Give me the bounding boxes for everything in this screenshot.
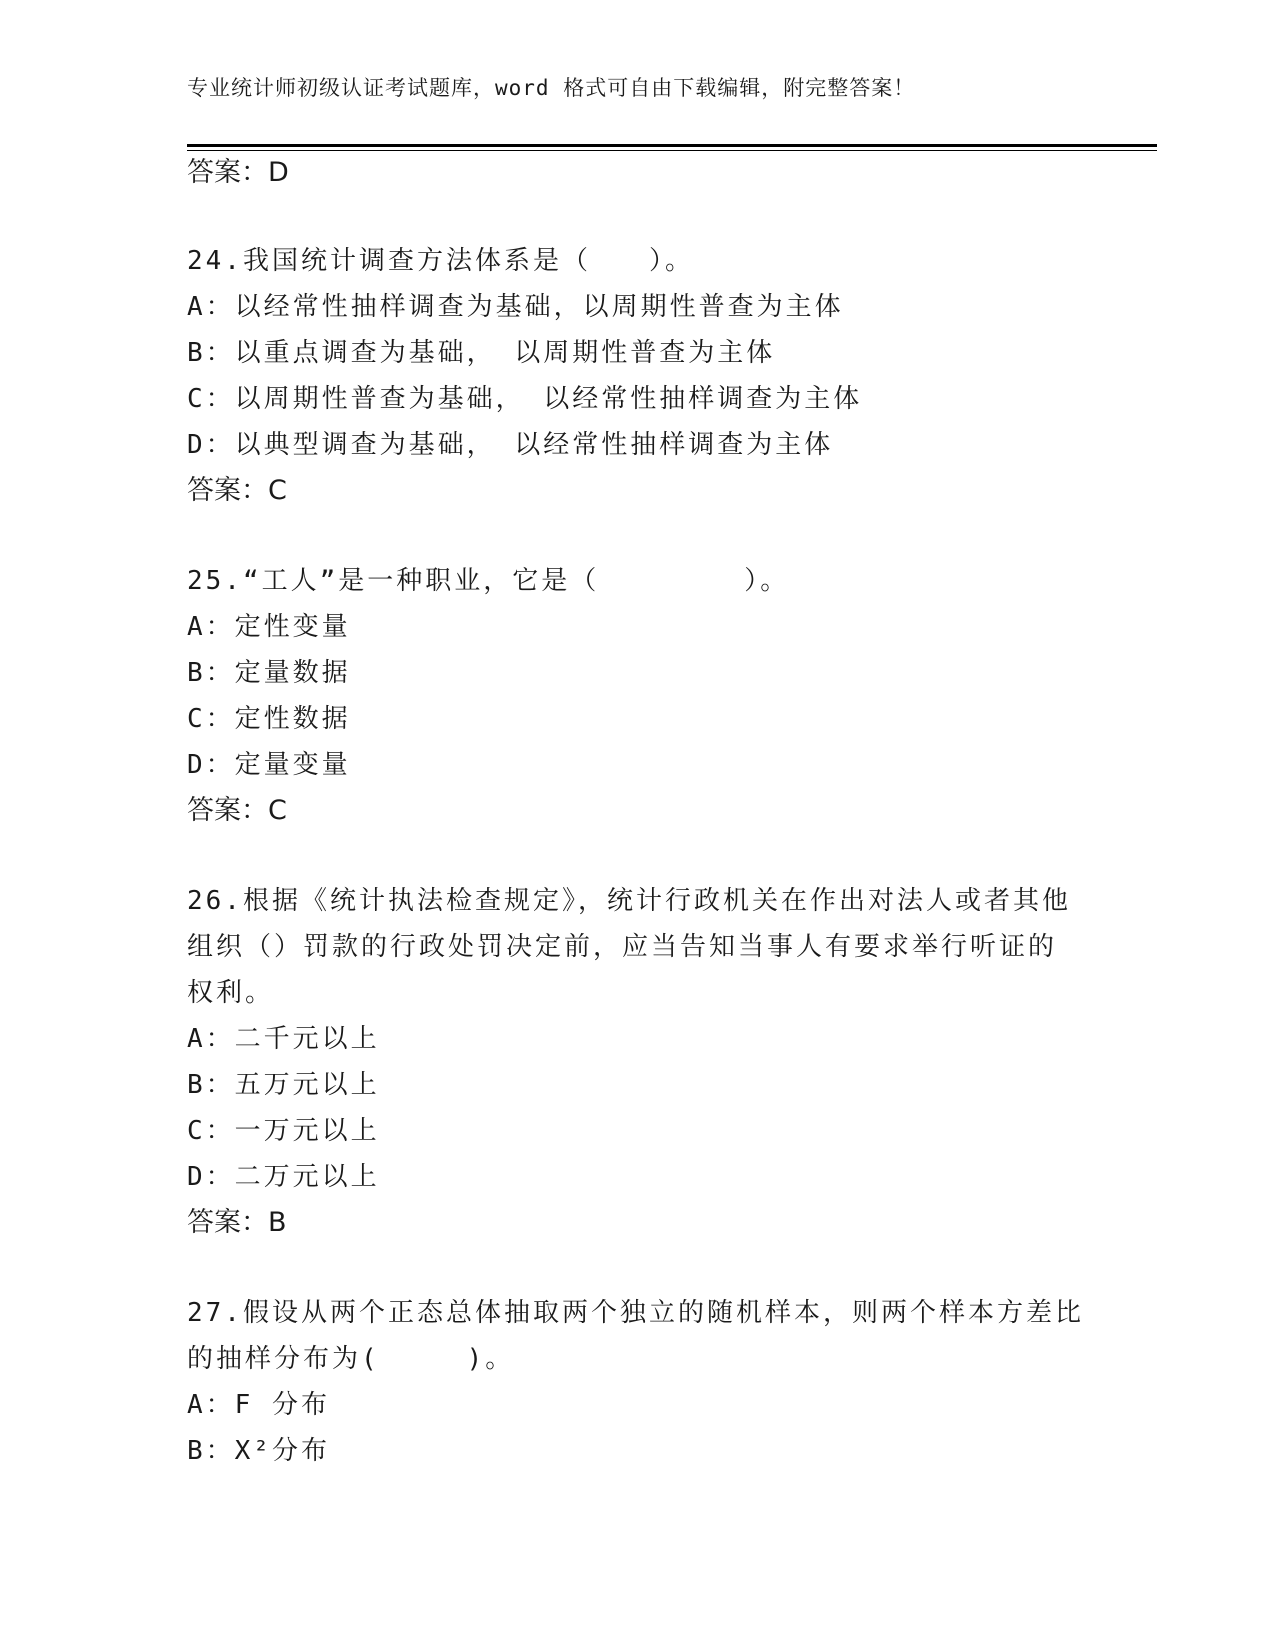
header-rule-thin	[187, 150, 1157, 151]
question-27-text-line-2: 的抽样分布为( )。	[187, 1344, 515, 1374]
question-24	[187, 238, 862, 514]
question-24-option-c: C：以周期性普查为基础， 以经常性抽样调查为主体	[187, 384, 863, 414]
question-27-option-a: A：F 分布	[187, 1390, 330, 1420]
question-25-answer: 答案：C	[187, 795, 287, 826]
question-26	[187, 878, 1071, 1246]
question-26-text-line-1: 26.根据《统计执法检查规定》，统计行政机关在作出对法人或者其他	[187, 886, 1071, 916]
page-header: 专业统计师初级认证考试题库，word 格式可自由下载编辑，附完整答案！	[187, 76, 916, 100]
question-25-option-b: B：定量数据	[187, 658, 351, 688]
question-26-answer: 答案：B	[187, 1207, 287, 1238]
question-24-text: 24.我国统计调查方法体系是（ ）。	[187, 246, 694, 276]
question-26-text-line-3: 权利。	[187, 978, 275, 1008]
question-25-option-d: D：定量变量	[187, 750, 351, 780]
question-27-option-b: B：X²分布	[187, 1436, 330, 1466]
header-rule-thick	[187, 144, 1157, 147]
question-26-option-d: D：二万元以上	[187, 1162, 380, 1192]
question-25-option-c: C：定性数据	[187, 704, 351, 734]
question-27-text-line-1: 27.假设从两个正态总体抽取两个独立的随机样本，则两个样本方差比	[187, 1298, 1084, 1328]
question-25-option-a: A：定性变量	[187, 612, 351, 642]
question-26-option-b: B：五万元以上	[187, 1070, 380, 1100]
question-25	[187, 558, 789, 834]
question-26-text-line-2: 组织（）罚款的行政处罚决定前，应当告知当事人有要求举行听证的	[187, 932, 1058, 962]
question-26-option-c: C：一万元以上	[187, 1116, 380, 1146]
question-24-option-d: D：以典型调查为基础， 以经常性抽样调查为主体	[187, 430, 834, 460]
question-25-text: 25.“工人”是一种职业，它是（ ）。	[187, 566, 790, 596]
question-24-option-b: B：以重点调查为基础， 以周期性普查为主体	[187, 338, 776, 368]
question-24-option-a: A：以经常性抽样调查为基础，以周期性普查为主体	[187, 292, 844, 322]
previous-answer: 答案：D	[187, 157, 289, 188]
question-26-option-a: A：二千元以上	[187, 1024, 380, 1054]
question-27	[187, 1290, 1084, 1474]
question-24-answer: 答案：C	[187, 475, 287, 506]
